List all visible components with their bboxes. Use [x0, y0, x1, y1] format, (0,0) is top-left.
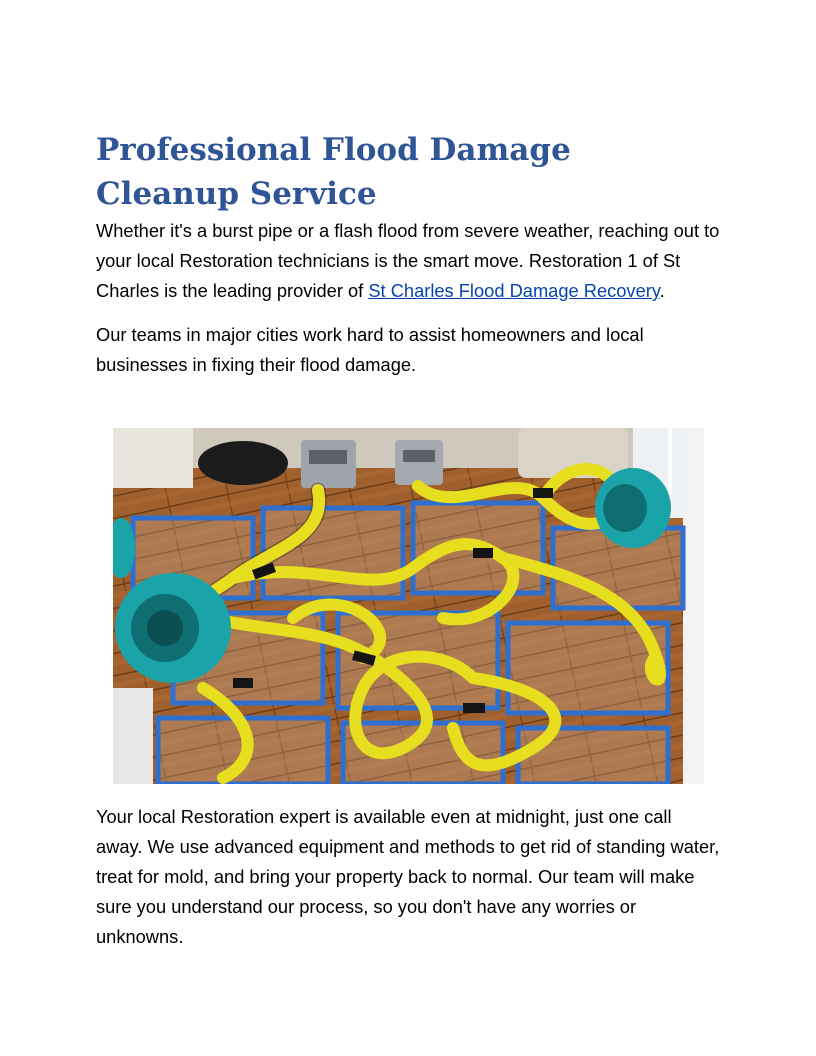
document-content: [96, 128, 720, 380]
intro-paragraph: [96, 216, 720, 306]
intro-text-end: .: [659, 280, 665, 301]
teams-paragraph: Our teams in major cities work hard to assist homeowners and local businesses in fixing their flood damage.: [96, 324, 644, 375]
flood-damage-recovery-link[interactable]: St Charles Flood Damage Recovery: [368, 280, 660, 301]
intro-text: Whether it's a burst pipe or a flash flood from severe weather, reaching out to your local Restoration technicians is the smart move. Restoration 1 of St Charles is the leading provider of: [96, 220, 720, 301]
service-paragraph: Your local Restoration expert is available even at midnight, just one call away. We use advanced equipment and methods to get rid of standing water, treat for mold, and bring your property back to normal. Our team will make sure you understand our process, so you don't have any worries or unknowns.: [96, 806, 720, 947]
air-mover-left: [115, 573, 231, 683]
page-title: Professional Flood Damage Cleanup Service: [96, 132, 571, 212]
flood-drying-equipment-photo: [113, 428, 704, 784]
